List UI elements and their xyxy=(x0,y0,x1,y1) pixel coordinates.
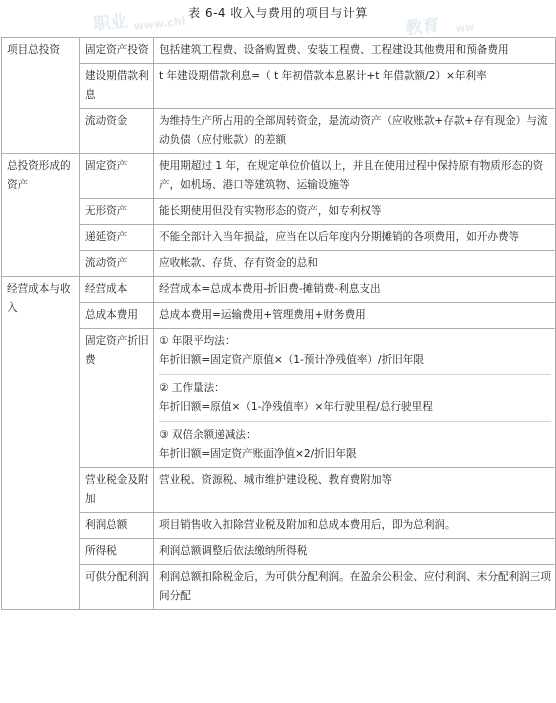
item-label-cell: 建设期借款利息 xyxy=(80,64,154,109)
svg-text:职业: 职业 xyxy=(92,11,129,35)
method-block xyxy=(159,421,551,464)
item-label-cell: 总成本费用 xyxy=(80,303,154,329)
table-row xyxy=(2,154,556,199)
item-text-cell: t 年建设期借款利息=（ t 年初借款本息累计+t 年借款额/2）×年利率 xyxy=(154,64,556,109)
method-formula: 年折旧额=原值×（1-净残值率）×年行驶里程/总行驶里程 xyxy=(159,401,433,413)
category-cell: 项目总投资 xyxy=(2,38,80,154)
item-text-cell: 项目销售收入扣除营业税及附加和总成本费用后，即为总利润。 xyxy=(154,513,556,539)
item-label-cell: 可供分配利润 xyxy=(80,565,154,610)
item-text-cell: 应收帐款、存货、存有资金的总和 xyxy=(154,251,556,277)
item-label-cell: 固定资产 xyxy=(80,154,154,199)
method-block xyxy=(159,332,551,370)
item-label-cell: 营业税金及附加 xyxy=(80,468,154,513)
item-text-cell: 利润总额调整后依法缴纳所得税 xyxy=(154,539,556,565)
item-label-cell: 固定资产投资 xyxy=(80,38,154,64)
table-row xyxy=(2,38,556,64)
item-text-cell: 包括建筑工程费、设备购置费、安装工程费、工程建设其他费用和预备费用 xyxy=(154,38,556,64)
item-label-cell: 经营成本 xyxy=(80,277,154,303)
table-row xyxy=(2,277,556,303)
item-label-cell: 递延资产 xyxy=(80,225,154,251)
table-row xyxy=(2,251,556,277)
methods-cell xyxy=(154,329,556,468)
svg-text:教育: 教育 xyxy=(404,15,441,39)
item-text-cell: 总成本费用=运输费用+管理费用+财务费用 xyxy=(154,303,556,329)
item-text-cell: 营业税、资源税、城市维护建设税、教育费附加等 xyxy=(154,468,556,513)
item-text-cell: 经营成本=总成本费用-折旧费-摊销费-利息支出 xyxy=(154,277,556,303)
item-text-cell: 利润总额扣除税金后，为可供分配利润。在盈余公积金、应付利润、未分配利润三项间分配 xyxy=(154,565,556,610)
table-row xyxy=(2,64,556,109)
item-text-cell: 为维持生产所占用的全部周转资金，是流动资产（应收账款+存款+存有现金）与流动负债（应付账款）的差额 xyxy=(154,109,556,154)
table-row xyxy=(2,539,556,565)
item-text-cell: 使用期超过 1 年，在规定单位价值以上，并且在使用过程中保持原有物质形态的资产，如机场、港口等建筑物、运输设施等 xyxy=(154,154,556,199)
revenue-expense-table xyxy=(1,37,556,610)
category-cell: 总投资形成的资产 xyxy=(2,154,80,277)
table-row xyxy=(2,303,556,329)
item-label-cell: 所得税 xyxy=(80,539,154,565)
item-label-cell: 流动资金 xyxy=(80,109,154,154)
method-name: ① 年限平均法： xyxy=(159,335,236,347)
item-text-cell: 不能全部计入当年损益，应当在以后年度内分期摊销的各项费用，如开办费等 xyxy=(154,225,556,251)
method-formula: 年折旧额=固定资产账面净值×2/折旧年限 xyxy=(159,448,357,460)
method-name: ② 工作量法： xyxy=(159,382,225,394)
svg-text:www.chi: www.chi xyxy=(132,14,187,33)
svg-text:ww: ww xyxy=(455,22,475,35)
method-name: ③ 双倍余额递减法： xyxy=(159,429,257,441)
table-row xyxy=(2,468,556,513)
item-label-cell: 无形资产 xyxy=(80,199,154,225)
table-row xyxy=(2,565,556,610)
method-block xyxy=(159,374,551,417)
table-row xyxy=(2,109,556,154)
table-row xyxy=(2,513,556,539)
table-row xyxy=(2,199,556,225)
table-title: 表 6-4 收入与费用的项目与计算 xyxy=(188,6,368,20)
item-label-cell: 流动资产 xyxy=(80,251,154,277)
item-label-cell: 利润总额 xyxy=(80,513,154,539)
table-row xyxy=(2,225,556,251)
item-label-cell: 固定资产折旧费 xyxy=(80,329,154,468)
item-text-cell: 能长期使用但没有实物形态的资产，如专利权等 xyxy=(154,199,556,225)
method-formula: 年折旧额=固定资产原值×（1-预计净残值率）/折旧年限 xyxy=(159,354,424,366)
table-row xyxy=(2,329,556,468)
category-cell: 经营成本与收入 xyxy=(2,277,80,610)
